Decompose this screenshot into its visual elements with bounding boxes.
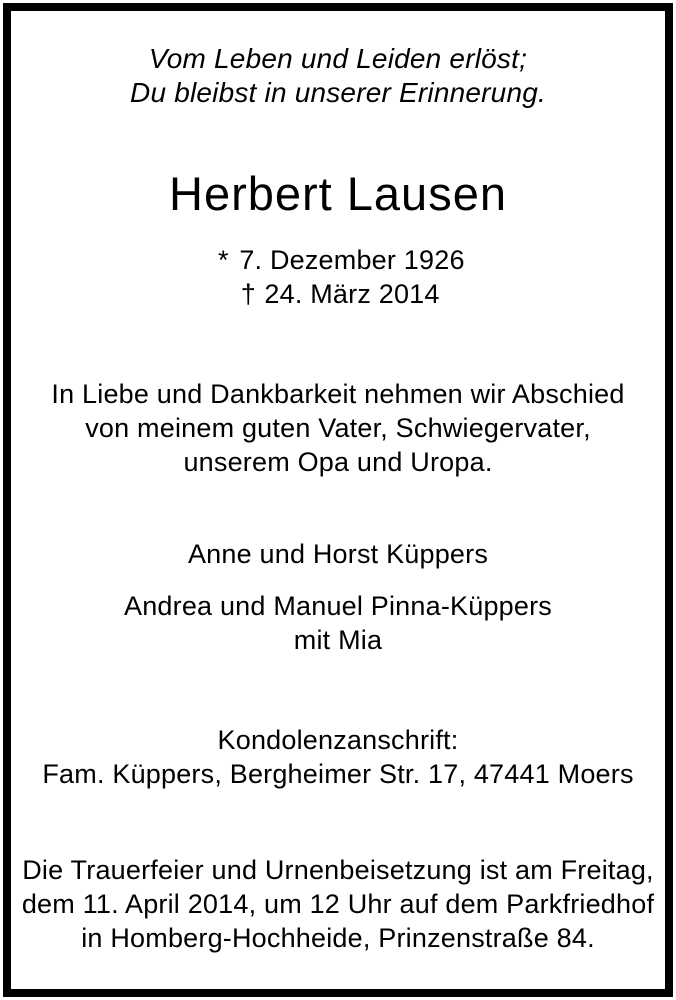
- mourner-entry-1-names: Anne und Horst Küppers: [187, 539, 489, 569]
- funeral-line-3: in Homberg-Hochheide, Prinzenstraße 84.: [81, 923, 595, 953]
- mourner-entry-2-child: mit Mia: [293, 625, 383, 655]
- mourner-entry-2-names: Andrea und Manuel Pinna-Küppers: [124, 591, 552, 621]
- epigraph-line-2: Du bleibst in unserer Erinnerung.: [130, 77, 546, 108]
- birth-date: 7. Dezember 1926: [239, 245, 465, 275]
- life-dates: [11, 243, 665, 311]
- condolence-address: Fam. Küppers, Bergheimer Str. 17, 47441 Moers: [42, 759, 634, 789]
- tribute-line-1: In Liebe und Dankbarkeit nehmen wir Abschied: [51, 379, 625, 409]
- tribute-paragraph: [11, 377, 665, 479]
- death-date-line: [11, 277, 665, 311]
- tribute-line-2: von meinem guten Vater, Schwiegervater,: [85, 413, 591, 443]
- funeral-line-2: dem 11. April 2014, um 12 Uhr auf dem Parkfriedhof: [21, 889, 655, 919]
- death-cross-symbol: †: [240, 279, 256, 309]
- deceased-name: Herbert Lausen: [169, 167, 507, 220]
- funeral-announcement: [11, 853, 665, 955]
- mourner-entry-1: [11, 537, 665, 571]
- epigraph: [11, 42, 665, 110]
- birth-asterisk-symbol: *: [217, 245, 229, 275]
- mourner-entry-2: [11, 589, 665, 657]
- tribute-line-3: unserem Opa und Uropa.: [183, 447, 493, 477]
- death-date: 24. März 2014: [264, 279, 440, 309]
- condolence-section: [11, 723, 665, 791]
- epigraph-line-1: Vom Leben und Leiden erlöst;: [148, 43, 528, 74]
- obituary-frame: [3, 3, 673, 997]
- funeral-line-1: Die Trauerfeier und Urnenbeisetzung ist am Freitag,: [22, 855, 654, 885]
- condolence-heading: Kondolenzanschrift:: [217, 725, 459, 755]
- obituary-content: [11, 42, 665, 955]
- birth-date-line: [11, 243, 665, 277]
